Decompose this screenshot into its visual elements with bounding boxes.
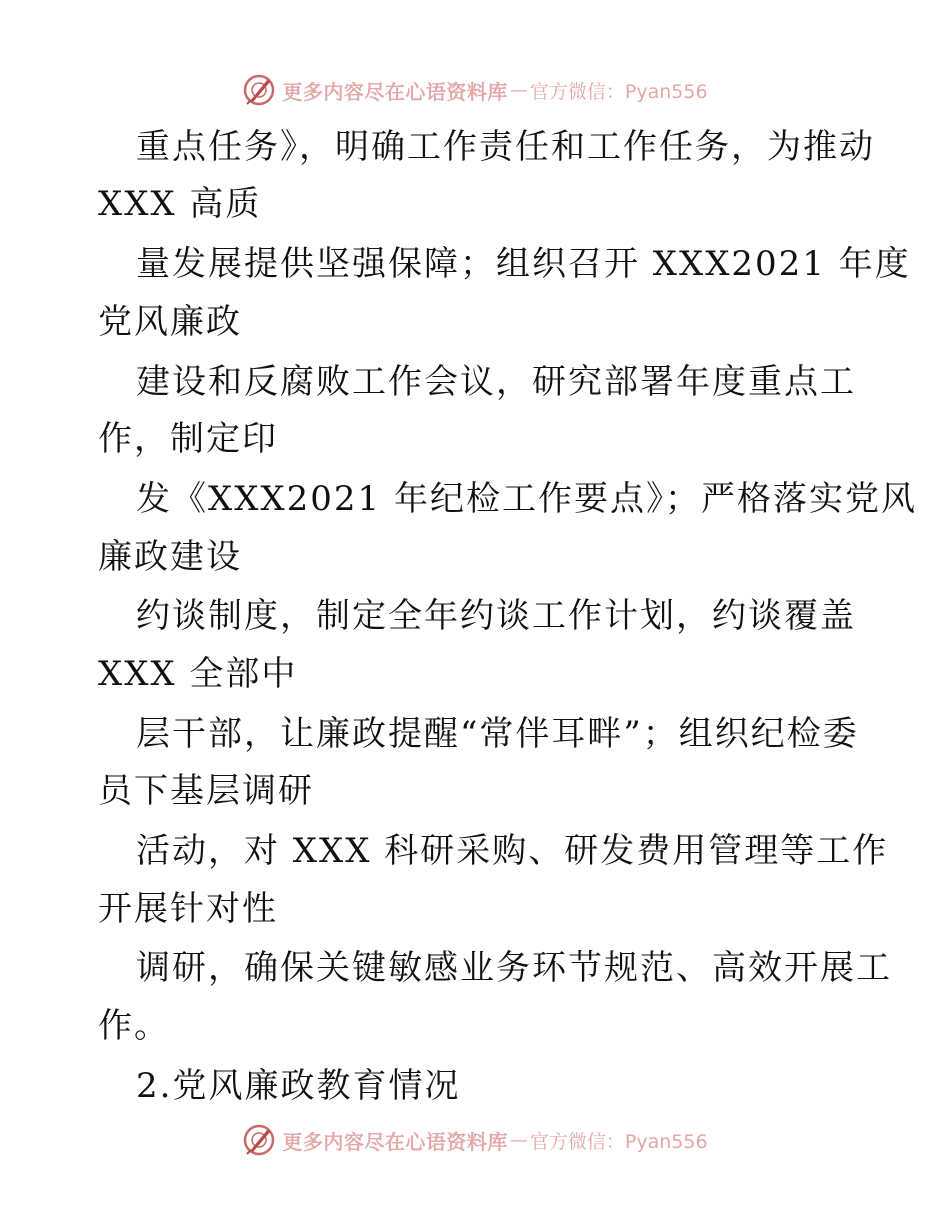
text-line: 开展针对性 [98,889,278,929]
watermark-main-text: 更多内容尽在心语资料库 [282,79,508,104]
text-line: 约谈制度，制定全年约谈工作计划，约谈覆盖 [136,596,856,636]
watermark-separator: — [509,1129,528,1151]
watermark-footer [0,1120,950,1160]
text-line: 量发展提供坚强保障；组织召开 XXX2021 年度 [136,244,911,284]
quill-circle-logo-icon [242,73,276,107]
section-heading: 2.党风廉政教育情况 [136,1066,461,1106]
watermark-wechat-text: 官方微信：Pyan556 [529,80,708,103]
watermark-wechat-text: 官方微信：Pyan556 [529,1130,708,1153]
text-line: 发《XXX2021 年纪检工作要点》；严格落实党风 [136,479,917,519]
text-line: 调研，确保关键敏感业务环节规范、高效开展工 [136,948,892,988]
watermark-separator: — [509,79,528,101]
text-line: XXX 高质 [98,184,262,224]
text-line: 重点任务》，明确工作责任和工作任务，为推动 [136,127,875,167]
text-line: 作。 [98,1006,170,1046]
text-line: 党风廉政 [98,302,242,342]
text-line: 员下基层调研 [98,771,314,811]
quill-circle-logo-icon [242,1123,276,1157]
text-line: 作，制定印 [98,419,278,459]
text-line: XXX 全部中 [98,654,298,694]
watermark-main-text: 更多内容尽在心语资料库 [282,1129,508,1154]
text-line: 廉政建设 [98,537,242,577]
text-line: 活动，对 XXX 科研采购、研发费用管理等工作 [136,831,889,871]
text-line: 建设和反腐败工作会议，研究部署年度重点工 [136,362,856,402]
text-line: 层干部，让廉政提醒“常伴耳畔”；组织纪检委 [136,714,859,754]
watermark-header [0,70,950,110]
